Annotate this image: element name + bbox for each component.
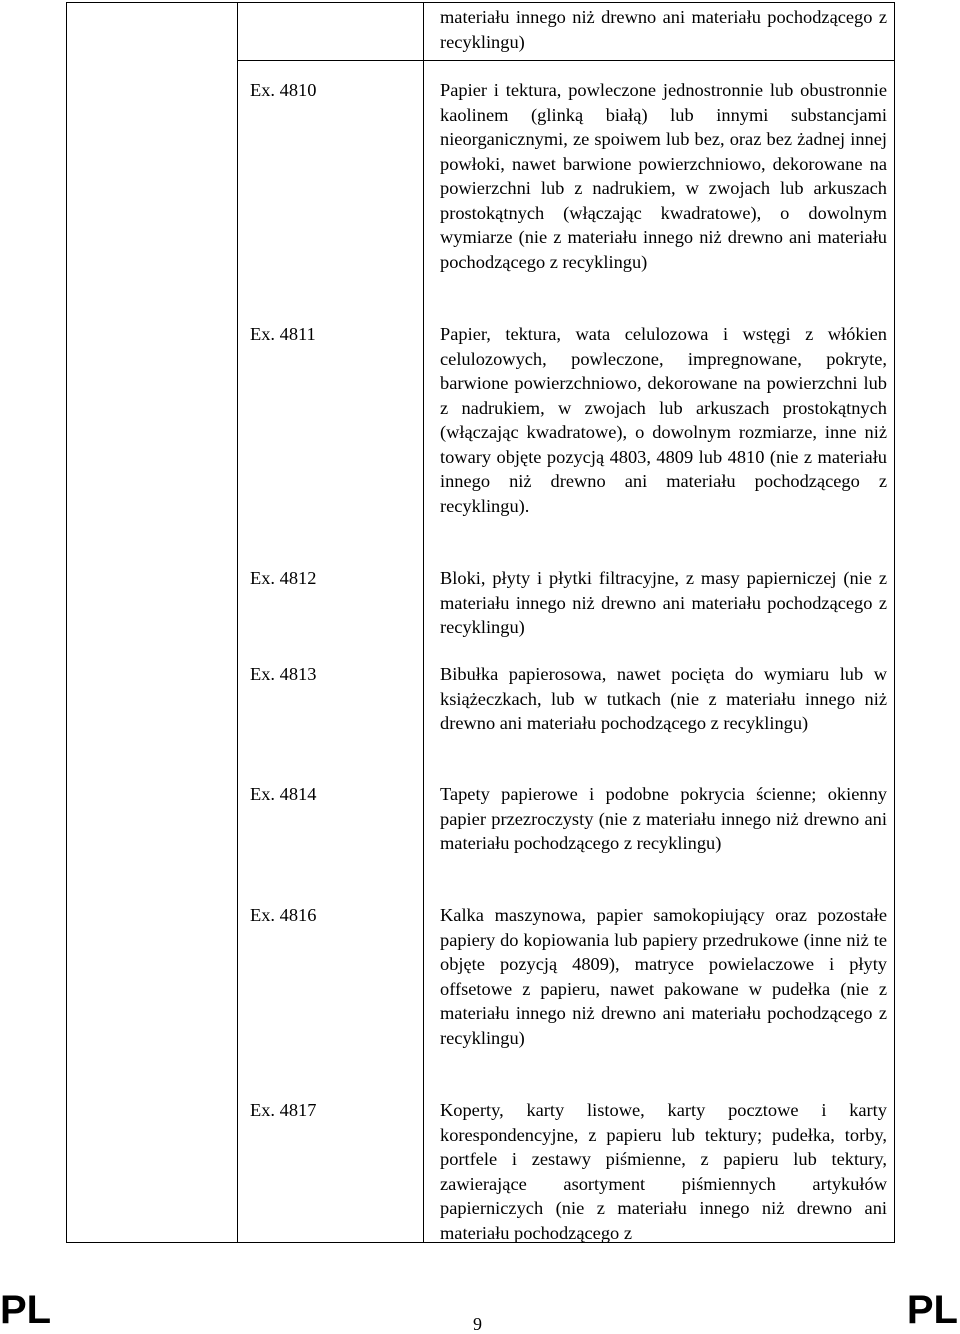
row-code: Ex. 4811 (250, 324, 316, 344)
row-divider (237, 60, 894, 61)
footer-language-left: PL (0, 1288, 52, 1332)
goods-table (66, 2, 895, 1243)
row-description: Koperty, karty listowe, karty pocztowe i karty korespondencyjne, z papieru lub tektury; pudełka, torby, portfele i zestawy piśmienne, z papieru lub tektury, zawierające asortyment piśmiennych artykułów papierniczych (nie z materiału innego niż drewno ani materiału pochodzącego z (440, 1100, 887, 1243)
row-code: Ex. 4816 (250, 905, 317, 925)
row-description: Bibułka papierosowa, nawet pocięta do wymiaru lub w książeczkach, lub w tutkach (nie z materiału innego niż drewno ani materiału pochodzącego z recyklingu) (440, 664, 887, 733)
page-number: 9 (473, 1314, 482, 1334)
row-description: Bloki, płyty i płytki filtracyjne, z masy papierniczej (nie z materiału innego niż drewno ani materiału pochodzącego z recyklingu) (440, 568, 887, 637)
row-code: Ex. 4810 (250, 80, 317, 100)
row-description: Kalka maszynowa, papier samokopiujący oraz pozostałe papiery do kopiowania lub papiery przedrukowe (inne niż te objęte pozycją 4809), matryce powielaczowe i płyty offsetowe z papieru, nawet pakowane w pudełka (nie z materiału innego niż drewno ani materiału pochodzącego z recyklingu) (440, 905, 887, 1048)
row-code: Ex. 4812 (250, 568, 317, 588)
row-code: Ex. 4813 (250, 664, 317, 684)
column-divider (237, 3, 238, 1242)
footer-language-right: PL (906, 1288, 958, 1332)
row-description: Papier i tektura, powleczone jednostronnie lub obustronnie kaolinem (glinką białą) lub innymi substancjami nieorganicznymi, ze spoiwem lub bez, oraz bez żadnej innej powłoki, nawet barwione powierzchniowo, dekorowane na powierzchni lub z nadrukiem, w zwojach lub arkuszach prostokątnych (włączając kwadratowe), o dowolnym wymiarze (nie z materiału innego niż drewno ani materiału pochodzącego z recyklingu) (440, 80, 887, 272)
row-description: materiału innego niż drewno ani materiału pochodzącego z recyklingu) (440, 7, 887, 52)
column-divider (423, 3, 424, 1242)
row-description: Tapety papierowe i podobne pokrycia ścienne; okienny papier przezroczysty (nie z materiału innego niż drewno ani materiału pochodzącego z recyklingu) (440, 784, 887, 853)
row-code: Ex. 4817 (250, 1100, 317, 1120)
row-code: Ex. 4814 (250, 784, 317, 804)
row-description: Papier, tektura, wata celulozowa i wstęgi z włókien celulozowych, powleczone, impregnowane, pokryte, barwione powierzchniowo, dekorowane na powierzchni lub z nadrukiem, w zwojach lub arkuszach prostokątnych (włączając kwadratowe), o dowolnym rozmiarze, inne niż towary objęte pozycją 4803, 4809 lub 4810 (nie z materiału innego niż drewno ani materiału pochodzącego z recyklingu). (440, 324, 887, 516)
